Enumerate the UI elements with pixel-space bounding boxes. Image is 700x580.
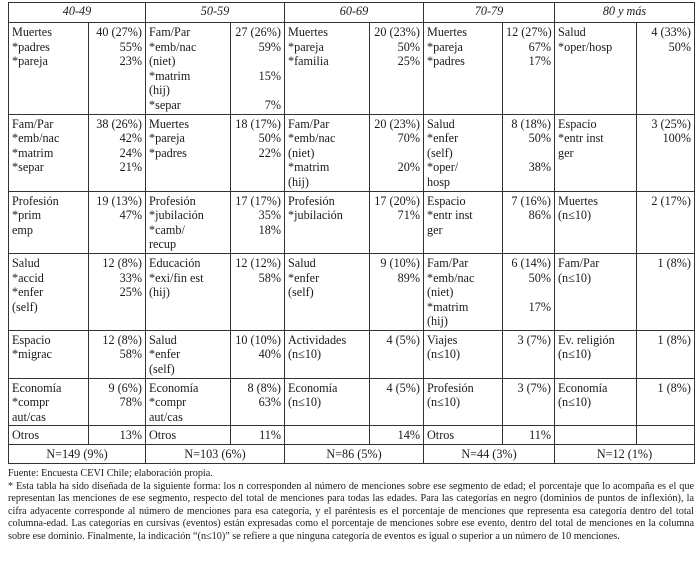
value-line — [92, 300, 142, 315]
value-line — [506, 175, 551, 190]
value-line: 42% — [119, 131, 142, 146]
category-cell-80-plus — [555, 378, 637, 426]
value-line — [234, 362, 281, 377]
value-line: 67% — [528, 39, 551, 54]
category-line: Salud — [12, 255, 40, 270]
value-line: 18 (17%) — [235, 116, 281, 131]
age-header-row — [9, 3, 695, 23]
category-line: *padres — [149, 145, 187, 160]
category-line — [288, 428, 366, 443]
explanation-note: * Esta tabla ha sido diseñada de la siguiente forma: los n corresponden al número de menciones sobre ese segmento de edad; el porcentaje que lo acompaña es el que representan las menciones de ese segmento, respecto del total de menciones para todas las edades. Para las categorías en negro (dominios de puntos de inflexión), la cifra adyacente corresponde al número de menciones para esa categoría, y el paréntesis es el porcentaje de menciones que representa esa categoría dentro del total columna-edad. Las categorías en cursivas (eventos) están expresadas como el porcentaje de menciones sobre ese evento, dentro del total de menciones en la columna sobre ese dominio. Finalmente, la indicación “(n≤10)” se refiere a que ninguna categoría de eventos es igual o superior a un número de 10 menciones. — [8, 480, 694, 542]
age-header-50-59: 50-59 — [146, 3, 285, 23]
value-line: 3 (25%) — [651, 116, 691, 131]
value-line: 8 (8%) — [247, 380, 281, 395]
category-line: Muertes — [288, 25, 328, 39]
category-line: Economía — [288, 380, 338, 395]
value-line: 71% — [397, 208, 420, 223]
value-line: 1 (8%) — [657, 332, 691, 347]
category-cell-80-plus — [555, 191, 637, 253]
category-line: *emb/nac — [427, 270, 475, 285]
value-line: 12 (27%) — [506, 25, 552, 39]
value-line: 27 (26%) — [235, 25, 281, 39]
value-line: 20 (23%) — [374, 116, 420, 131]
category-line: (hij) — [149, 83, 170, 98]
category-line: Economía — [12, 380, 62, 395]
value-line — [640, 146, 691, 161]
category-line: *compr — [12, 395, 50, 410]
value-line — [373, 175, 420, 190]
value-line — [506, 395, 551, 410]
value-line — [234, 285, 281, 300]
category-cell-50-59 — [146, 426, 231, 445]
value-line: 4 (33%) — [651, 25, 691, 39]
value-line — [640, 271, 691, 286]
category-line: Profesión — [149, 193, 196, 208]
category-line: *separ — [149, 97, 181, 112]
category-line: (n≤10) — [288, 347, 322, 362]
value-line: 86% — [528, 208, 551, 223]
category-line: Muertes — [558, 193, 598, 208]
value-line: 22% — [258, 145, 281, 160]
category-line: *enfer — [427, 131, 459, 146]
category-cell-60-69 — [285, 191, 370, 253]
value-line: 40% — [258, 347, 281, 362]
value-cell-40-49 — [89, 330, 146, 378]
value-line — [373, 146, 420, 161]
value-line: 11% — [259, 428, 281, 443]
value-line: 55% — [119, 39, 142, 54]
category-line: hosp — [427, 174, 451, 189]
value-line: 17 (20%) — [374, 193, 420, 208]
value-cell-40-49 — [89, 253, 146, 330]
category-line: Fam/Par — [427, 255, 469, 270]
category-cell-70-79 — [424, 114, 503, 191]
category-line: Espacio — [12, 332, 51, 347]
value-cell-50-59 — [231, 330, 285, 378]
value-cell-60-69 — [370, 23, 424, 115]
total-60-69: N=86 (5%) — [285, 445, 424, 464]
category-line: *jubilación — [149, 208, 204, 223]
value-line — [506, 285, 551, 300]
value-line — [92, 410, 142, 425]
category-line: Muertes — [427, 25, 467, 39]
value-line — [234, 410, 281, 425]
value-line: 25% — [119, 285, 142, 300]
category-cell-60-69 — [285, 114, 370, 191]
category-line: Salud — [149, 332, 177, 347]
value-line: 7% — [264, 97, 281, 112]
age-header-40-49: 40-49 — [9, 3, 146, 23]
age-header-70-79: 70-79 — [424, 3, 555, 23]
category-cell-70-79 — [424, 253, 503, 330]
category-line: *emb/nac — [288, 131, 336, 146]
category-cell-40-49 — [9, 253, 89, 330]
value-cell-50-59 — [231, 253, 285, 330]
category-line: Ev. religión — [558, 332, 615, 347]
age-header-80-plus: 80 y más — [555, 3, 695, 23]
category-line: Espacio — [558, 116, 597, 131]
category-line: Muertes — [12, 25, 52, 39]
value-line: 1 (8%) — [657, 255, 691, 270]
value-cell-80-plus — [637, 378, 695, 426]
category-line: Educación — [149, 255, 201, 270]
value-line: 78% — [119, 395, 142, 410]
category-line: *migrac — [12, 347, 52, 362]
table-row — [9, 426, 695, 445]
category-cell-40-49 — [9, 378, 89, 426]
value-cell-40-49 — [89, 426, 146, 445]
category-line: *accid — [12, 270, 44, 285]
value-cell-80-plus — [637, 253, 695, 330]
value-line: 50% — [258, 131, 281, 146]
category-cell-80-plus — [555, 330, 637, 378]
total-50-59: N=103 (6%) — [146, 445, 285, 464]
value-line: 2 (17%) — [651, 193, 691, 208]
category-cell-80-plus — [555, 426, 637, 445]
value-line — [92, 223, 142, 238]
value-line: 17% — [528, 54, 551, 69]
category-line: *emb/nac — [12, 131, 60, 146]
table-row — [9, 253, 695, 330]
category-line: Economía — [558, 380, 608, 395]
category-cell-50-59 — [146, 191, 231, 253]
value-line: 4 (5%) — [386, 332, 420, 347]
value-line: 9 (10%) — [380, 255, 420, 270]
category-line: *pareja — [288, 39, 324, 54]
category-line: *pareja — [149, 131, 185, 146]
category-cell-50-59 — [146, 378, 231, 426]
table-row — [9, 191, 695, 253]
category-line: *matrim — [427, 299, 469, 314]
value-cell-80-plus — [637, 426, 695, 445]
age-header-60-69: 60-69 — [285, 3, 424, 23]
category-line: Actividades — [288, 332, 347, 347]
category-line: ger — [558, 145, 574, 160]
category-line: (n≤10) — [558, 395, 592, 410]
category-cell-80-plus — [555, 114, 637, 191]
category-line: *enfer — [12, 285, 44, 300]
source-note — [8, 468, 694, 481]
category-line: *padres — [427, 54, 465, 69]
totals-row — [9, 445, 695, 464]
value-cell-80-plus — [637, 114, 695, 191]
category-cell-70-79 — [424, 426, 503, 445]
category-line: *prim — [12, 208, 42, 223]
value-line: 12 (8%) — [102, 332, 142, 347]
category-cell-70-79 — [424, 191, 503, 253]
value-line — [640, 395, 691, 410]
value-cell-60-69 — [370, 114, 424, 191]
value-line: 50% — [528, 131, 551, 146]
table-notes — [8, 468, 694, 544]
category-line: *entr inst — [558, 131, 604, 146]
category-line: Viajes — [427, 332, 458, 347]
value-line: 24% — [119, 145, 142, 160]
value-line — [640, 347, 691, 362]
category-line: *jubilación — [288, 208, 343, 223]
table-row — [9, 330, 695, 378]
category-line: aut/cas — [12, 409, 46, 424]
category-line: Otros — [427, 428, 455, 443]
table-figure — [8, 2, 694, 544]
category-line: (self) — [427, 145, 453, 160]
value-cell-80-plus — [637, 330, 695, 378]
value-line — [640, 208, 691, 223]
category-line: Otros — [12, 428, 40, 443]
category-line: (niet) — [427, 285, 454, 300]
value-cell-40-49 — [89, 191, 146, 253]
total-70-79: N=44 (3%) — [424, 445, 555, 464]
value-line: 38 (26%) — [96, 116, 142, 131]
category-line: (n≤10) — [288, 395, 322, 410]
category-cell-60-69 — [285, 426, 370, 445]
category-line: (self) — [12, 299, 38, 314]
value-line: 4 (5%) — [386, 380, 420, 395]
value-line — [373, 347, 420, 362]
value-cell-60-69 — [370, 253, 424, 330]
category-cell-70-79 — [424, 378, 503, 426]
value-line — [506, 347, 551, 362]
category-line: (n≤10) — [427, 395, 461, 410]
category-line: (self) — [149, 362, 175, 377]
category-line: *matrim — [149, 68, 191, 83]
category-line: (niet) — [149, 54, 176, 69]
value-cell-40-49 — [89, 23, 146, 115]
category-line: (hij) — [288, 174, 309, 189]
value-line: 17% — [528, 299, 551, 314]
value-line: 50% — [397, 39, 420, 54]
value-cell-50-59 — [231, 191, 285, 253]
total-40-49: N=149 (9%) — [9, 445, 146, 464]
value-line: 6 (14%) — [511, 255, 551, 270]
value-cell-70-79 — [503, 23, 555, 115]
value-line: 18% — [258, 222, 281, 237]
value-line: 59% — [258, 39, 281, 54]
category-line: *oper/hosp — [558, 39, 613, 54]
category-cell-60-69 — [285, 253, 370, 330]
value-line: 33% — [119, 270, 142, 285]
value-line: 13% — [119, 428, 142, 443]
category-line: Salud — [288, 255, 316, 270]
value-cell-50-59 — [231, 378, 285, 426]
category-cell-60-69 — [285, 378, 370, 426]
value-line: 3 (7%) — [517, 380, 551, 395]
value-line: 100% — [662, 131, 691, 146]
category-cell-50-59 — [146, 253, 231, 330]
table-row — [9, 23, 695, 115]
value-line: 47% — [119, 208, 142, 223]
value-line — [234, 237, 281, 252]
value-cell-40-49 — [89, 378, 146, 426]
category-cell-40-49 — [9, 426, 89, 445]
source-cevi: CEVI — [80, 468, 105, 480]
category-cell-80-plus — [555, 23, 637, 115]
category-line: (niet) — [288, 145, 315, 160]
value-line — [506, 146, 551, 161]
category-line: Profesión — [12, 193, 59, 208]
value-line: 17 (17%) — [235, 193, 281, 208]
value-cell-70-79 — [503, 114, 555, 191]
value-line: 19 (13%) — [96, 193, 142, 208]
events-by-age-table — [8, 2, 695, 464]
category-line: *enfer — [288, 270, 320, 285]
category-cell-50-59 — [146, 114, 231, 191]
category-line: Espacio — [427, 193, 466, 208]
category-line: recup — [149, 237, 177, 252]
table-body — [9, 23, 695, 445]
value-cell-60-69 — [370, 191, 424, 253]
category-line: *familia — [288, 54, 329, 69]
value-line: 11% — [529, 428, 551, 443]
category-line: *separ — [12, 160, 44, 175]
category-line: *pareja — [427, 39, 463, 54]
value-line: 50% — [668, 39, 691, 54]
value-line: 1 (8%) — [657, 380, 691, 395]
source-suffix: Chile; elaboración propia. — [106, 468, 213, 480]
category-line: *padres — [12, 39, 50, 54]
category-line: *camb/ — [149, 222, 185, 237]
category-line: Fam/Par — [12, 116, 54, 131]
value-cell-70-79 — [503, 191, 555, 253]
value-line: 9 (6%) — [108, 380, 142, 395]
category-line: *oper/ — [427, 160, 459, 175]
value-line — [373, 285, 420, 300]
category-line: Salud — [558, 25, 586, 39]
category-cell-60-69 — [285, 23, 370, 115]
category-line: (self) — [288, 285, 314, 300]
category-cell-70-79 — [424, 330, 503, 378]
category-cell-60-69 — [285, 330, 370, 378]
value-line — [234, 54, 281, 69]
value-line — [234, 83, 281, 98]
category-line: *pareja — [12, 54, 48, 69]
category-line: Fam/Par — [558, 255, 600, 270]
category-cell-80-plus — [555, 253, 637, 330]
value-line: 12 (12%) — [235, 255, 281, 270]
category-line: Profesión — [288, 193, 335, 208]
category-cell-70-79 — [424, 23, 503, 115]
source-prefix: Fuente: Encuesta — [8, 468, 78, 480]
category-line: Muertes — [149, 116, 189, 131]
value-cell-50-59 — [231, 114, 285, 191]
category-line: (n≤10) — [558, 270, 592, 285]
category-line: *exi/fin est — [149, 270, 204, 285]
value-cell-60-69 — [370, 426, 424, 445]
value-line: 40 (27%) — [96, 25, 142, 39]
table-row — [9, 378, 695, 426]
category-line: *enfer — [149, 347, 181, 362]
category-line: *matrim — [12, 145, 54, 160]
value-line: 63% — [258, 395, 281, 410]
value-line: 8 (18%) — [511, 116, 551, 131]
value-line: 20 (23%) — [374, 25, 420, 39]
category-cell-40-49 — [9, 23, 89, 115]
category-line: Otros — [149, 428, 177, 443]
value-line: 25% — [397, 54, 420, 69]
category-line: Economía — [149, 380, 199, 395]
value-line: 21% — [119, 160, 142, 175]
category-line: ger — [427, 222, 443, 237]
value-line: 3 (7%) — [517, 332, 551, 347]
value-line: 20% — [397, 160, 420, 175]
value-cell-50-59 — [231, 23, 285, 115]
value-line — [506, 314, 551, 329]
value-cell-50-59 — [231, 426, 285, 445]
value-line: 89% — [397, 270, 420, 285]
value-cell-70-79 — [503, 378, 555, 426]
category-line: *compr — [149, 395, 187, 410]
value-cell-80-plus — [637, 191, 695, 253]
value-line: 38% — [528, 160, 551, 175]
value-cell-60-69 — [370, 378, 424, 426]
value-cell-70-79 — [503, 426, 555, 445]
value-line — [373, 395, 420, 410]
value-line: 35% — [258, 208, 281, 223]
category-line: Profesión — [427, 380, 474, 395]
category-cell-40-49 — [9, 191, 89, 253]
category-line: (n≤10) — [558, 208, 592, 223]
category-line — [558, 428, 633, 443]
value-cell-60-69 — [370, 330, 424, 378]
category-line: *entr inst — [427, 208, 473, 223]
category-line: aut/cas — [149, 409, 183, 424]
category-cell-40-49 — [9, 114, 89, 191]
category-line: (n≤10) — [427, 347, 461, 362]
value-line — [506, 223, 551, 238]
category-cell-50-59 — [146, 23, 231, 115]
value-cell-70-79 — [503, 253, 555, 330]
value-line — [640, 428, 691, 443]
category-line: Salud — [427, 116, 455, 131]
category-line: Fam/Par — [288, 116, 330, 131]
category-line: (n≤10) — [558, 347, 592, 362]
value-line: 10 (10%) — [235, 332, 281, 347]
category-line: emp — [12, 222, 33, 237]
category-line: *emb/nac — [149, 39, 197, 54]
value-line: 14% — [397, 428, 420, 443]
category-line: (hij) — [149, 285, 170, 300]
category-line: Fam/Par — [149, 25, 191, 39]
value-line: 12 (8%) — [102, 255, 142, 270]
value-cell-70-79 — [503, 330, 555, 378]
category-cell-50-59 — [146, 330, 231, 378]
value-cell-40-49 — [89, 114, 146, 191]
category-cell-40-49 — [9, 330, 89, 378]
value-line: 58% — [119, 347, 142, 362]
category-line: *matrim — [288, 160, 330, 175]
value-line: 58% — [258, 270, 281, 285]
total-80-plus: N=12 (1%) — [555, 445, 695, 464]
value-line: 7 (16%) — [511, 193, 551, 208]
value-line: 50% — [528, 270, 551, 285]
value-line: 23% — [119, 54, 142, 69]
value-cell-80-plus — [637, 23, 695, 115]
category-line: (hij) — [427, 314, 448, 329]
value-line: 15% — [258, 68, 281, 83]
table-row — [9, 114, 695, 191]
value-line: 70% — [397, 131, 420, 146]
